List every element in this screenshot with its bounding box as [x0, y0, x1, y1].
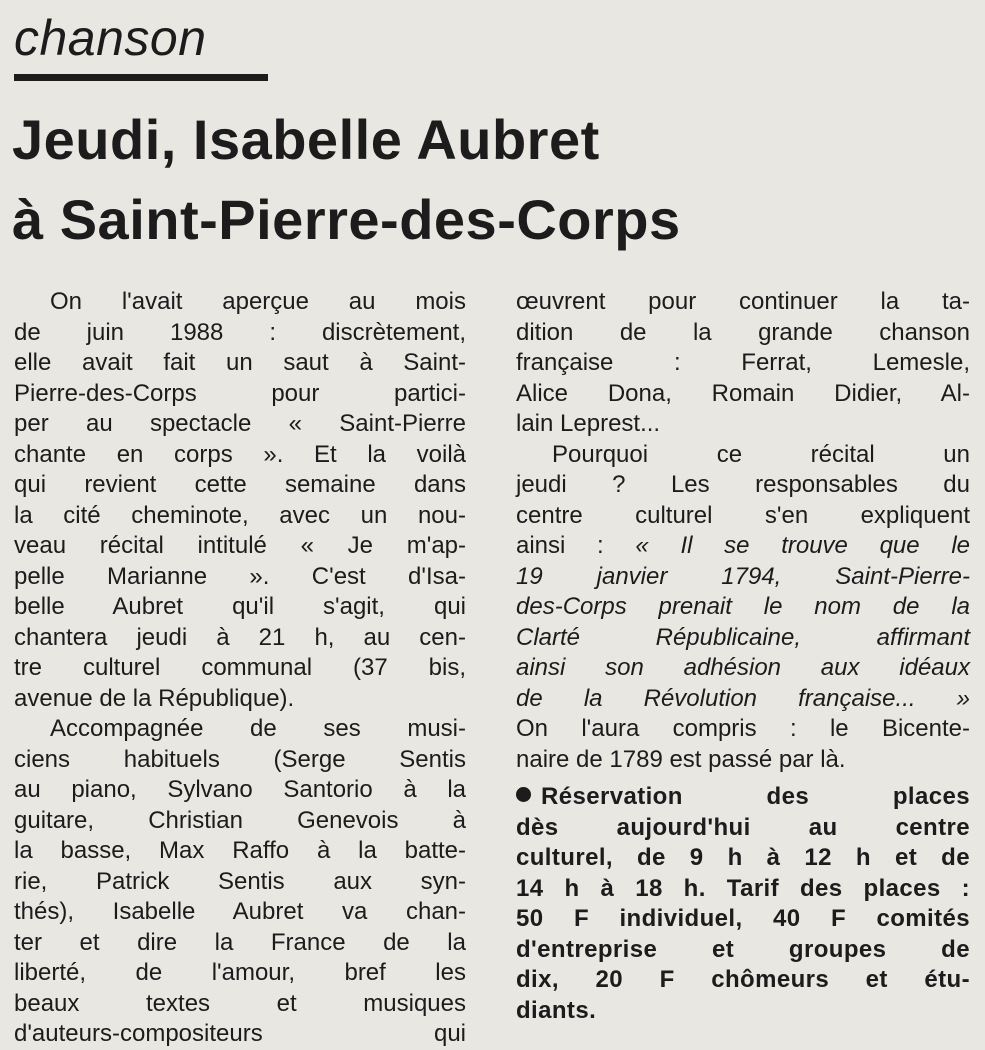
- text-line: jeudi ? Les responsables du: [516, 471, 970, 498]
- text-line: rie, Patrick Sentis aux syn-: [14, 867, 466, 895]
- quote-line: des-Corps prenait le nom de la: [516, 593, 970, 620]
- section-rubric: chanson: [14, 10, 207, 66]
- box-line: dès aujourd'hui au centre: [516, 813, 970, 841]
- article-column-left: [14, 287, 466, 1050]
- text-line: belle Aubret qu'il s'agit, qui: [14, 593, 466, 620]
- text-line: la basse, Max Raffo à la batte-: [14, 837, 466, 864]
- text-line: d'auteurs-compositeurs qui: [14, 1020, 466, 1047]
- text-line: ciens habituels (Serge Sentis: [14, 745, 466, 773]
- text-line: Pierre-des-Corps pour partici-: [14, 379, 466, 407]
- text-line: dition de la grande chanson: [516, 318, 970, 346]
- text-line: tre culturel communal (37 bis,: [14, 654, 466, 681]
- text-line: chante en corps ». Et la voilà: [14, 440, 466, 468]
- quote-line: Clarté Républicaine, affirmant: [516, 623, 970, 651]
- text-line: per au spectacle « Saint-Pierre: [14, 410, 466, 437]
- article-headline: [12, 100, 681, 260]
- text-fragment: ainsi :: [516, 532, 604, 559]
- rubric-underline: [14, 74, 268, 81]
- box-line: dix, 20 F chômeurs et étu-: [516, 966, 970, 993]
- text-line: de juin 1988 : discrètement,: [14, 318, 466, 346]
- text-line: œuvrent pour continuer la ta-: [516, 288, 970, 315]
- text-line: elle avait fait un saut à Saint-: [14, 349, 466, 376]
- quote-fragment: « Il se trouve que le: [635, 532, 970, 559]
- text-line: qui revient cette semaine dans: [14, 471, 466, 498]
- text-line: Alice Dona, Romain Didier, Al-: [516, 379, 970, 407]
- headline-line-1: Jeudi, Isabelle Aubret: [12, 108, 600, 171]
- text-line: Pourquoi ce récital un: [552, 440, 970, 468]
- text-line: On l'avait aperçue au mois: [50, 288, 466, 315]
- text-line: chantera jeudi à 21 h, au cen-: [14, 623, 466, 651]
- text-line: thés), Isabelle Aubret va chan-: [14, 898, 466, 925]
- quote-line: ainsi son adhésion aux idéaux: [516, 654, 970, 681]
- text-line: française : Ferrat, Lemesle,: [516, 349, 970, 376]
- text-line: ter et dire la France de la: [14, 928, 466, 956]
- bullet-icon: [516, 787, 531, 802]
- text-line: avenue de la République).: [14, 684, 295, 712]
- text-line: guitare, Christian Genevois à: [14, 806, 466, 834]
- reservation-box: [516, 782, 970, 1026]
- quote-line: de la Révolution française... »: [516, 684, 970, 712]
- quote-line: 19 janvier 1794, Saint-Pierre-: [516, 562, 970, 590]
- text-line: liberté, de l'amour, bref les: [14, 959, 466, 986]
- text-line: veau récital intitulé « Je m'ap-: [14, 532, 466, 559]
- text-line: centre culturel s'en expliquent: [516, 501, 970, 529]
- text-line: [516, 531, 970, 562]
- box-line: [516, 782, 970, 813]
- box-line: d'entreprise et groupes de: [516, 935, 970, 963]
- text-line: au piano, Sylvano Santorio à la: [14, 776, 466, 803]
- box-line: 14 h à 18 h. Tarif des places :: [516, 874, 970, 902]
- box-line: culturel, de 9 h à 12 h et de: [516, 844, 970, 871]
- text-line: pelle Marianne ». C'est d'Isa-: [14, 562, 466, 590]
- box-line: diants.: [516, 996, 597, 1024]
- headline-line-2: à Saint-Pierre-des-Corps: [12, 188, 681, 251]
- text-line: On l'aura compris : le Bicente-: [516, 715, 970, 742]
- text-line: naire de 1789 est passé par là.: [516, 745, 846, 773]
- text-line: lain Leprest...: [516, 410, 661, 437]
- text-line: la cité cheminote, avec un nou-: [14, 501, 466, 529]
- text-line: beaux textes et musiques: [14, 989, 466, 1017]
- box-line: 50 F individuel, 40 F comités: [516, 905, 970, 932]
- box-text: Réservation des places: [541, 783, 970, 810]
- text-line: Accompagnée de ses musi-: [50, 715, 466, 742]
- article-column-right: [516, 287, 970, 775]
